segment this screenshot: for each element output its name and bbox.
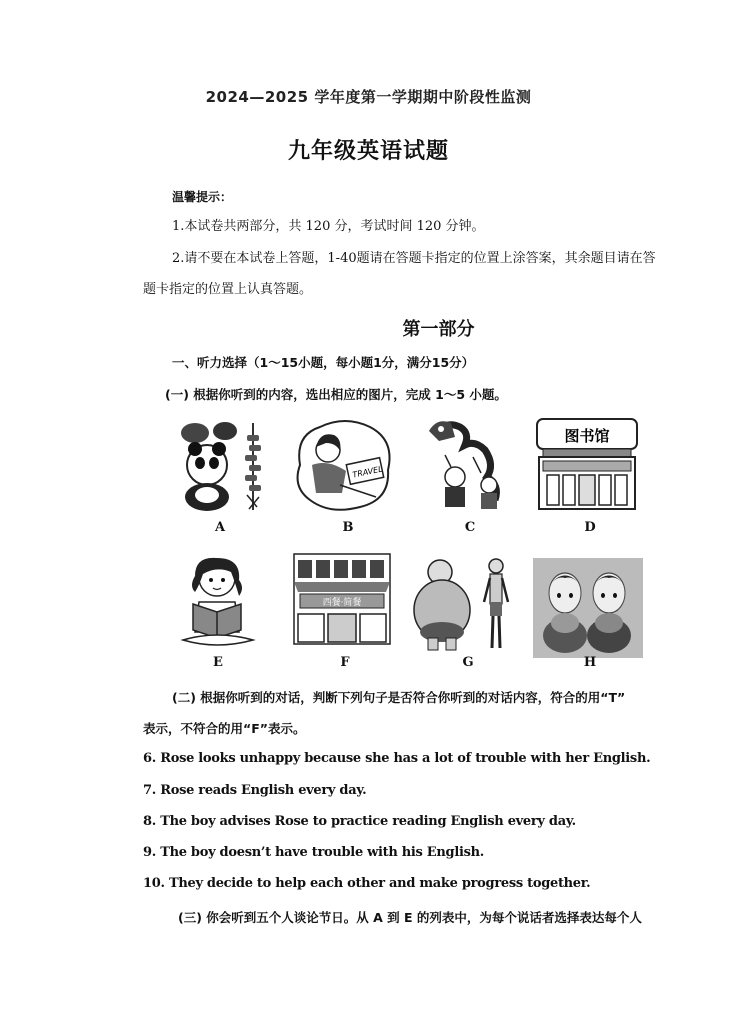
panda-firecracker-picture <box>165 415 275 515</box>
tip-item-1: 1.本试卷共两部分，共 120 分，考试时间 120 分钟。 <box>172 219 485 234</box>
statement-7: 7. Rose reads English every day. <box>143 783 367 798</box>
statement-10: 10. They decide to help each other and make progress together. <box>143 876 591 891</box>
picture-label-d: D <box>584 520 596 535</box>
section-heading-listening: 一、听力选择（1～15小题，每小题1分，满分15分） <box>172 355 475 370</box>
picture-label-a: A <box>214 520 226 535</box>
woman-travel-sign-picture <box>290 415 400 515</box>
svg-text:TRAVEL: TRAVEL <box>351 464 384 480</box>
library-sign-text: 图书馆 <box>564 427 610 445</box>
picture-label-f: F <box>340 655 350 670</box>
girl-reading-picture <box>165 552 275 652</box>
tip-item-2: 2.请不要在本试卷上答题，1-40题请在答题卡指定的位置上涂答案，其余题目请在答 <box>172 251 656 266</box>
exam-title: 九年级英语试题 <box>287 139 449 164</box>
fat-thin-men-picture <box>410 552 520 652</box>
picture-label-g: G <box>462 655 474 670</box>
exam-header: 2024—2025 学年度第一学期期中阶段性监测 <box>205 88 532 106</box>
section-instruction-2-continued: 表示，不符合的用“F”表示。 <box>143 721 306 736</box>
tips-heading: 温馨提示： <box>172 190 233 204</box>
picture-label-c: C <box>464 520 476 535</box>
tip-item-2-continued: 题卡指定的位置上认真答题。 <box>143 282 313 297</box>
restaurant-sign-text: 西餐·简餐 <box>322 598 362 608</box>
library-building-picture <box>533 415 643 515</box>
statement-9: 9. The boy doesn’t have trouble with his English. <box>143 845 485 860</box>
picture-label-b: B <box>342 520 354 535</box>
statement-8: 8. The boy advises Rose to practice reading English every day. <box>143 814 576 829</box>
section-instruction-2: (二) 根据你听到的对话，判断下列句子是否符合你听到的对话内容，符合的用“T” <box>172 690 626 705</box>
picture-label-h: H <box>583 655 597 670</box>
picture-label-e: E <box>213 655 223 670</box>
statement-6: 6. Rose looks unhappy because she has a lot of trouble with her English. <box>143 751 651 766</box>
restaurant-building-picture <box>290 552 400 652</box>
clay-dolls-picture <box>533 558 643 658</box>
dragon-dance-picture <box>415 415 525 515</box>
section-instruction-3: (三) 你会听到五个人谈论节日。从 A 到 E 的列表中，为每个说话者选择表达每个人 <box>178 910 642 925</box>
part-title: 第一部分 <box>402 319 475 340</box>
section-instruction-1: (一) 根据你听到的内容，选出相应的图片，完成 1～5 小题。 <box>165 387 507 402</box>
